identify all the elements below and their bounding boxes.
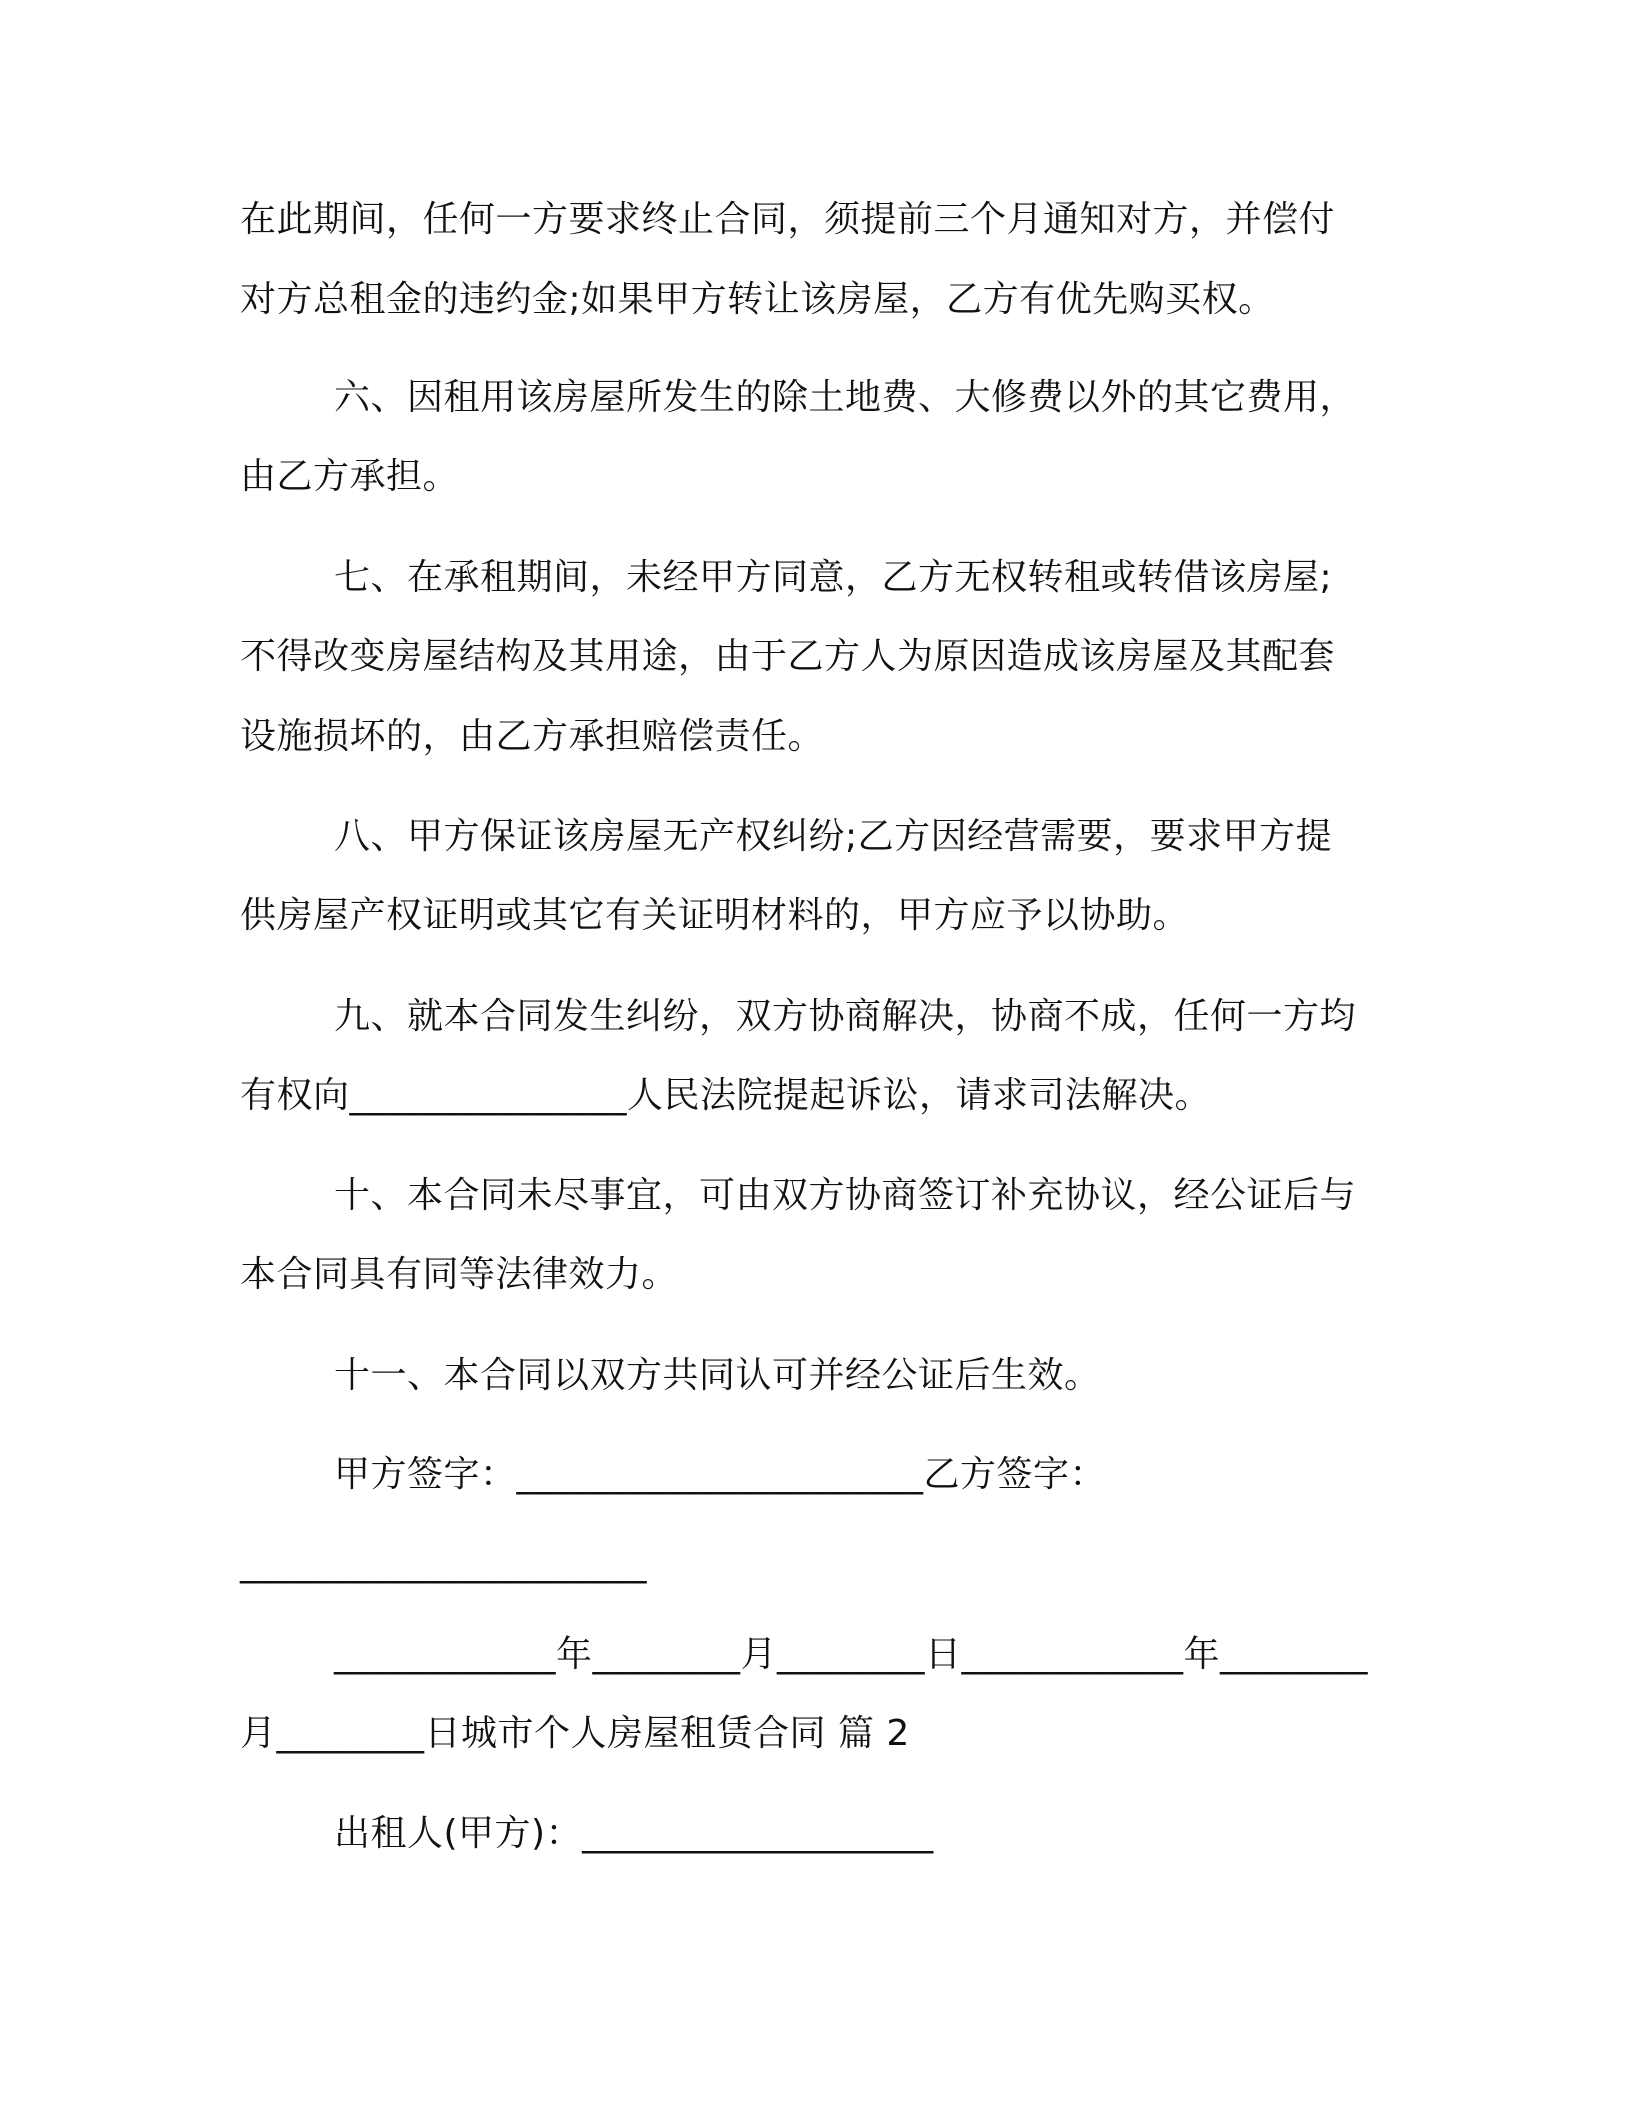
date-title-line: 月________日城市个人房屋租赁合同 篇 2 <box>240 1713 910 1754</box>
clause-7-line-1: 七、在承租期间，未经甲方同意，乙方无权转租或转借该房屋; <box>334 557 1333 598</box>
clause-6-line-1: 六、因租用该房屋所发生的除土地费、大修费以外的其它费用， <box>334 377 1357 418</box>
clause-8-line-2: 供房屋产权证明或其它有关证明材料的，甲方应予以协助。 <box>240 895 1190 936</box>
clause-10-line-1: 十、本合同未尽事宜，可由双方协商签订补充协议，经公证后与 <box>334 1175 1357 1216</box>
clause-7-line-2: 不得改变房屋结构及其用途，由于乙方人为原因造成该房屋及其配套 <box>240 636 1336 677</box>
text-line-1: 在此期间，任何一方要求终止合同，须提前三个月通知对方，并偿付 <box>240 199 1336 240</box>
clause-6-line-2: 由乙方承担。 <box>240 456 460 497</box>
signature-line-1: 甲方签字：______________________乙方签字： <box>334 1454 1107 1495</box>
clause-11-line: 十一、本合同以双方共同认可并经公证后生效。 <box>334 1355 1101 1396</box>
text-line-2: 对方总租金的违约金;如果甲方转让该房屋，乙方有优先购买权。 <box>240 279 1275 320</box>
date-line-1: ____________年________月________日____________年________ <box>334 1634 1368 1675</box>
clause-10-line-2: 本合同具有同等法律效力。 <box>240 1254 679 1295</box>
clause-9-line-1: 九、就本合同发生纠纷，双方协商解决，协商不成，任何一方均 <box>334 996 1357 1037</box>
signature-line-2: ______________________ <box>240 1543 647 1584</box>
clause-7-line-3: 设施损坏的，由乙方承担赔偿责任。 <box>240 716 825 757</box>
clause-8-line-1: 八、甲方保证该房屋无产权纠纷;乙方因经营需要，要求甲方提 <box>334 816 1333 857</box>
clause-9-line-2: 有权向_______________人民法院提起诉讼，请求司法解决。 <box>240 1075 1212 1116</box>
lessor-line: 出租人(甲方)：___________________ <box>334 1813 934 1854</box>
